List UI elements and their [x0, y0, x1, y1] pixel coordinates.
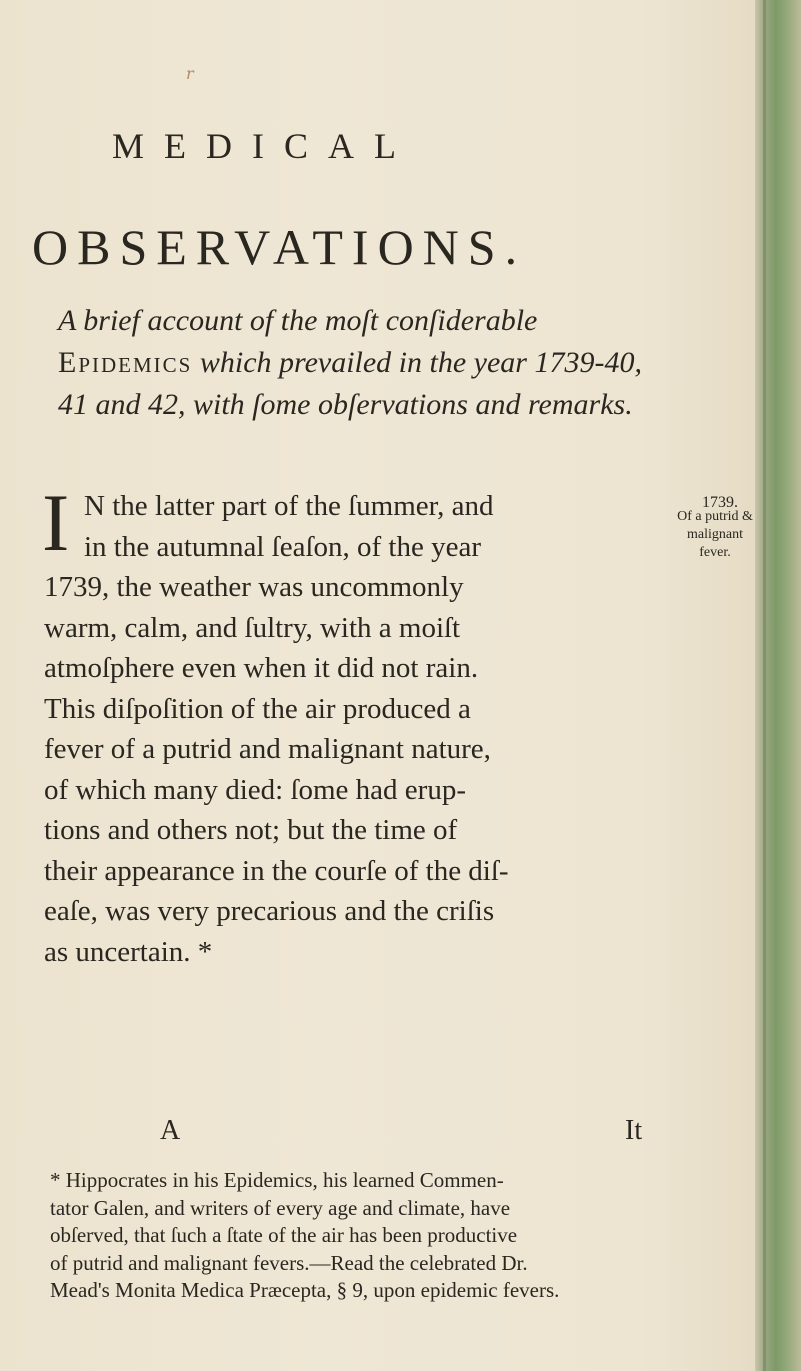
subtitle-part-4: obſervations and remarks.	[318, 388, 633, 421]
body-line: their appearance in the courſe of the diſ-	[44, 854, 509, 887]
body-line: as uncertain. *	[44, 935, 213, 968]
drop-initial: I	[42, 477, 70, 568]
footnote-line: * Hippocrates in his Epidemics, his learned Commen-	[50, 1168, 504, 1192]
chapter-subtitle	[58, 300, 668, 426]
margin-year: 1739.	[702, 494, 738, 511]
page-mark: r	[186, 64, 194, 83]
body-line: N the latter part of the ſummer, and	[84, 490, 494, 522]
body-paragraph	[44, 486, 664, 972]
margin-note-line: Of a putrid &	[677, 509, 753, 524]
subtitle-part-1: A brief account of the moſt conſiderable	[58, 304, 538, 337]
subtitle-part-3: year 1739-40, 41 and 42, with ſome	[58, 346, 642, 421]
book-binding-edge	[755, 0, 801, 1371]
footnote-line: tator Galen, and writers of every age and climate, have	[50, 1195, 511, 1220]
catchword: It	[625, 1115, 643, 1146]
body-line: fever of a putrid and malignant nature,	[44, 733, 491, 765]
header-medical: MEDICAL	[112, 126, 416, 166]
margin-note	[670, 508, 760, 562]
body-line: tions and others not; but the time of	[44, 814, 458, 846]
header-observations: OBSERVATIONS.	[32, 219, 527, 275]
body-line: in the autumnal ſeaſon, of the year	[84, 530, 481, 563]
subtitle-part-2: which prevailed in the	[192, 346, 467, 379]
body-line: warm, calm, and ſultry, with a moiſt	[44, 611, 461, 644]
footnote-line: of putrid and malignant fevers.—Read the celebrated Dr.	[50, 1250, 528, 1275]
body-line: of which many died: ſome had erup-	[44, 773, 466, 806]
subtitle-epidemics: Epidemics	[58, 346, 193, 379]
body-line: atmoſphere even when it did not rain.	[44, 652, 479, 684]
footnote-line: Mead's Monita Medica Præcepta, § 9, upon epidemic fevers.	[50, 1278, 560, 1302]
margin-note-line: malignant fever.	[687, 527, 743, 560]
footnote-line: obſerved, that ſuch a ſtate of the air has been productive	[50, 1223, 518, 1247]
signature-mark: A	[160, 1115, 181, 1146]
footnote	[50, 1167, 740, 1305]
body-line: eaſe, was very precarious and the criſis	[44, 895, 495, 927]
body-line: 1739, the weather was uncommonly	[44, 571, 464, 603]
body-line: This diſpoſition of the air produced a	[44, 692, 471, 725]
